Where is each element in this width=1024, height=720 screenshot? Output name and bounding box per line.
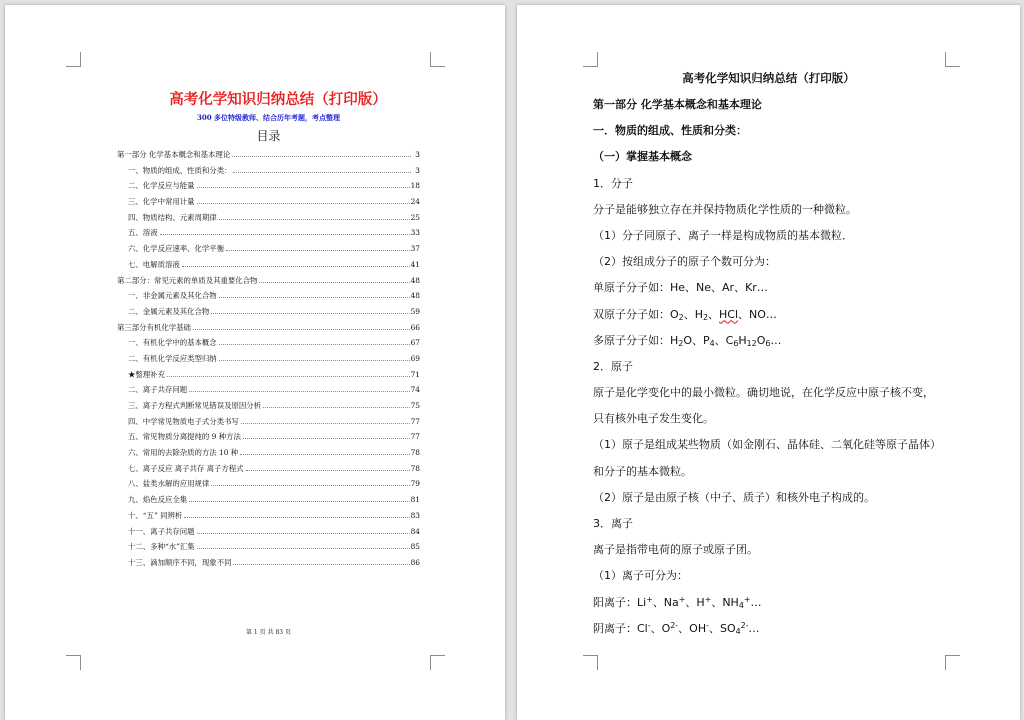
toc-entry[interactable] xyxy=(117,414,420,430)
toc-entry-page-number: 75 xyxy=(410,401,420,410)
toc-entry[interactable] xyxy=(117,492,420,508)
toc-entry-page-number: 71 xyxy=(410,369,420,379)
toc-entry-page-number: 3 xyxy=(415,150,420,159)
toc-dot-leader xyxy=(211,485,409,486)
toc-dot-leader xyxy=(233,564,409,565)
toc-dot-leader xyxy=(193,329,410,330)
toc-dot-leader xyxy=(219,219,410,220)
subscript: 4 xyxy=(735,626,741,636)
toc-entry-label: 九、焰色反应全集 xyxy=(128,495,188,505)
toc-entry-label: 十一、离子共存问题 xyxy=(128,526,195,536)
toc-entry-label: 七、电解质溶液 xyxy=(128,259,180,269)
text-run: 双原子分子如：O xyxy=(593,307,679,321)
text-run: 、NO… xyxy=(738,307,777,321)
toc-entry-page-number: 85 xyxy=(410,542,420,552)
toc-dot-leader xyxy=(241,423,410,424)
toc-dot-leader xyxy=(263,407,410,408)
text-run: 多原子分子如：H xyxy=(593,333,679,347)
toc-entry-label: 二、有机化学反应类型归纳 xyxy=(128,353,217,363)
crop-mark-bottom-right xyxy=(945,655,960,670)
toc-dot-leader xyxy=(197,203,410,204)
page-body-text xyxy=(593,92,1003,642)
toc-entry-label: 六、常用的去除杂质的方法 10 种 xyxy=(128,448,239,458)
toc-entry-label: 六、化学反应速率、化学平衡 xyxy=(128,244,225,254)
toc-entry-page-number: 78 xyxy=(410,448,420,458)
toc-entry[interactable] xyxy=(117,320,420,336)
text-run: 、H xyxy=(685,595,705,609)
superscript: + xyxy=(704,594,712,604)
toc-entry-label: 第二部分：常见元素的单质及其重要化合物 xyxy=(117,275,258,285)
crop-mark-top-left xyxy=(66,52,81,67)
superscript: - xyxy=(706,620,709,630)
body-line: 只有核外电子发生变化。 xyxy=(593,412,714,426)
document-page-2[interactable] xyxy=(517,5,1020,720)
toc-dot-leader xyxy=(226,250,410,251)
crop-mark-top-right xyxy=(430,52,445,67)
toc-dot-leader xyxy=(197,533,410,534)
page-header: 高考化学知识归纳总结（打印版） xyxy=(682,71,855,85)
body-line: 2．原子 xyxy=(593,359,633,373)
toc-entry[interactable] xyxy=(117,273,420,289)
body-line xyxy=(593,302,1003,328)
toc-entry-label: 五、常见物质分离提纯的 9 种方法 xyxy=(128,432,241,442)
toc-entry[interactable] xyxy=(117,524,420,540)
body-line: （2）原子是由原子核（中子、质子）和核外电子构成的。 xyxy=(593,490,875,504)
subscript: 4 xyxy=(709,338,715,348)
toc-dot-leader xyxy=(233,172,411,173)
subscript: 2 xyxy=(678,338,684,348)
toc-entry-label: 一、物质的组成、性质和分类： xyxy=(128,165,232,175)
page-footer: 第 1 页 共 83 页 xyxy=(246,629,291,636)
superscript: + xyxy=(678,594,686,604)
toc-entry[interactable] xyxy=(117,508,420,524)
body-line xyxy=(593,328,1003,354)
toc-entry-label: 七、离子反应 离子共存 离子方程式 xyxy=(128,463,244,473)
text-run: … xyxy=(750,595,762,609)
toc-entry-page-number: 18 xyxy=(410,181,420,191)
toc-entry-page-number: 84 xyxy=(410,526,420,536)
toc-entry[interactable] xyxy=(117,382,420,398)
toc-entry[interactable] xyxy=(117,147,420,163)
toc-entry-page-number: 74 xyxy=(410,385,420,395)
toc-entry[interactable] xyxy=(117,367,420,383)
toc-entry[interactable] xyxy=(117,351,420,367)
subscript: 6 xyxy=(765,338,771,348)
toc-dot-leader xyxy=(211,313,409,314)
text-run: 、SO xyxy=(708,621,736,635)
body-line: 单原子分子如：He、Ne、Ar、Kr… xyxy=(593,281,768,295)
toc-entry-page-number: 59 xyxy=(410,306,420,316)
body-line: （1）离子可分为： xyxy=(593,569,688,583)
body-line xyxy=(593,616,1003,642)
document-subtitle: 300 多位特级教师、结合历年考题，考点整理 xyxy=(196,113,341,122)
text-run: 、NH xyxy=(711,595,739,609)
toc-dot-leader xyxy=(182,266,410,267)
toc-dot-leader xyxy=(232,156,411,157)
toc-entry-page-number: 25 xyxy=(410,212,420,222)
text-run: O xyxy=(756,333,766,347)
text-run: 、O xyxy=(650,621,671,635)
toc-entry[interactable] xyxy=(117,210,420,226)
toc-entry[interactable] xyxy=(117,445,420,461)
text-run: 阳离子：Li xyxy=(593,595,647,609)
toc-entry-page-number: 78 xyxy=(410,463,420,473)
body-line: （2）按组成分子的原子个数可分为： xyxy=(593,255,776,269)
toc-dot-leader xyxy=(219,297,410,298)
toc-entry-page-number: 69 xyxy=(410,353,420,363)
toc-entry-page-number: 86 xyxy=(410,557,420,567)
toc-dot-leader xyxy=(240,454,409,455)
toc-dot-leader xyxy=(184,517,409,518)
body-line: 1．分子 xyxy=(593,176,633,190)
text-run: 、H xyxy=(683,307,703,321)
toc-entry-page-number: 67 xyxy=(410,338,420,348)
toc-entry-page-number: 3 xyxy=(415,165,420,175)
toc-entry-label: ★整理补充 xyxy=(128,369,165,379)
toc-entry[interactable] xyxy=(117,476,420,492)
toc-entry[interactable] xyxy=(117,257,420,273)
toc-entry-label: 第一部分 化学基本概念和基本理论 xyxy=(117,150,231,159)
toc-entry-label: 二、离子共存问题 xyxy=(128,385,188,395)
toc-entry[interactable] xyxy=(117,398,420,414)
crop-mark-bottom-left xyxy=(583,655,598,670)
toc-heading: 目录 xyxy=(256,129,281,143)
section-heading: 一．物质的组成、性质和分类： xyxy=(593,124,747,138)
document-page-1[interactable] xyxy=(5,5,505,720)
toc-entry-label: 三、离子方程式判断常见错误及原因分析 xyxy=(128,401,262,410)
toc-entry-page-number: 33 xyxy=(410,228,420,238)
toc-entry-label: 十、“五” 同辨析 xyxy=(128,510,183,520)
toc-entry-label: 十二、多种“水”汇集 xyxy=(128,542,195,552)
body-line: （1）原子是组成某些物质（如金刚石、晶体硅、二氧化硅等原子晶体） xyxy=(593,438,941,452)
toc-entry-label: 第三部分有机化学基础 xyxy=(117,322,191,332)
body-line: 和分子的基本微粒。 xyxy=(593,464,692,478)
superscript: 2- xyxy=(740,620,749,630)
toc-entry[interactable] xyxy=(117,178,420,194)
toc-dot-leader xyxy=(189,501,409,502)
toc-entry-page-number: 41 xyxy=(410,259,420,269)
table-of-contents xyxy=(117,147,420,571)
text-run: 、 xyxy=(708,307,720,321)
crop-mark-top-left xyxy=(583,52,598,67)
toc-dot-leader xyxy=(219,360,410,361)
superscript: 2- xyxy=(670,620,679,630)
text-run: 、C xyxy=(714,333,734,347)
toc-entry[interactable] xyxy=(117,288,420,304)
text-run: … xyxy=(770,333,782,347)
crop-mark-top-right xyxy=(945,52,960,67)
crop-mark-bottom-right xyxy=(430,655,445,670)
toc-dot-leader xyxy=(197,548,410,549)
toc-entry-page-number: 83 xyxy=(410,510,420,520)
toc-entry-label: 二、金属元素及其化合物 xyxy=(128,306,210,316)
toc-entry[interactable] xyxy=(117,225,420,241)
toc-entry[interactable] xyxy=(117,429,420,445)
toc-entry-label: 五、溶液 xyxy=(128,228,158,238)
subscript: 12 xyxy=(746,338,757,348)
body-line xyxy=(593,590,1003,616)
superscript: + xyxy=(646,594,653,604)
toc-entry[interactable] xyxy=(117,163,420,179)
toc-entry[interactable] xyxy=(117,461,420,477)
toc-dot-leader xyxy=(243,438,410,439)
body-line: 原子是化学变化中的最小微粒。确切地说，在化学反应中原子核不变， xyxy=(593,386,934,400)
toc-dot-leader xyxy=(219,344,410,345)
text-run: 、Na xyxy=(652,595,679,609)
toc-entry-page-number: 77 xyxy=(410,432,420,442)
toc-entry-page-number: 48 xyxy=(410,291,420,301)
text-run: … xyxy=(748,621,760,635)
toc-dot-leader xyxy=(197,187,410,188)
body-line: 分子是能够独立存在并保持物质化学性质的一种微粒。 xyxy=(593,202,857,216)
toc-entry[interactable] xyxy=(117,194,420,210)
superscript: + xyxy=(743,594,751,604)
toc-entry-label: 三、化学中常用计量 xyxy=(128,197,195,207)
text-run: O、P xyxy=(683,333,710,347)
toc-dot-leader xyxy=(189,391,409,392)
toc-entry[interactable] xyxy=(117,539,420,555)
toc-entry-label: 一、有机化学中的基本概念 xyxy=(128,338,217,348)
body-line: 离子是指带电荷的原子或原子团。 xyxy=(593,543,758,557)
toc-entry[interactable] xyxy=(117,304,420,320)
superscript: - xyxy=(647,620,651,630)
spelling-error-text: HCl xyxy=(719,307,739,321)
toc-dot-leader xyxy=(167,376,410,377)
toc-entry[interactable] xyxy=(117,241,420,257)
toc-entry-label: 二、化学反应与能量 xyxy=(128,181,195,191)
text-run: H xyxy=(738,333,747,347)
text-run: 阴离子：Cl xyxy=(593,621,648,635)
toc-entry-label: 十三、滴加顺序不同，现象不同 xyxy=(128,557,232,567)
section-heading: 第一部分 化学基本概念和基本理论 xyxy=(593,98,762,111)
body-line: 3．离子 xyxy=(593,517,633,530)
crop-mark-bottom-left xyxy=(66,655,81,670)
toc-entry-label: 四、中学常见物质电子式分类书写 xyxy=(128,416,239,426)
subscript: 2 xyxy=(702,312,709,322)
toc-dot-leader xyxy=(246,470,410,471)
text-run: 、OH xyxy=(678,621,707,635)
subscript: 2 xyxy=(678,312,684,322)
body-line: （1）分子同原子、离子一样是构成物质的基本微粒． xyxy=(593,228,853,242)
subscript: 6 xyxy=(733,338,739,348)
toc-entry[interactable] xyxy=(117,555,420,571)
toc-entry-page-number: 79 xyxy=(410,479,420,489)
toc-entry-page-number: 81 xyxy=(410,495,420,505)
subscript: 4 xyxy=(738,600,744,610)
toc-entry-page-number: 66 xyxy=(410,322,420,332)
toc-dot-leader xyxy=(160,234,410,235)
toc-entry-page-number: 24 xyxy=(410,197,420,207)
toc-entry-label: 八、盐类水解的应用规律 xyxy=(128,479,210,489)
toc-entry-page-number: 37 xyxy=(410,244,420,254)
toc-entry-page-number: 77 xyxy=(410,416,420,426)
toc-entry[interactable] xyxy=(117,335,420,351)
toc-entry-label: 四、物质结构、元素周期律 xyxy=(128,212,217,222)
toc-entry-page-number: 48 xyxy=(410,275,420,285)
toc-dot-leader xyxy=(259,282,409,283)
toc-entry-label: 一、非金属元素及其化合物 xyxy=(128,291,217,301)
document-title: 高考化学知识归纳总结（打印版） xyxy=(169,91,387,108)
section-heading: （一）掌握基本概念 xyxy=(593,150,692,164)
